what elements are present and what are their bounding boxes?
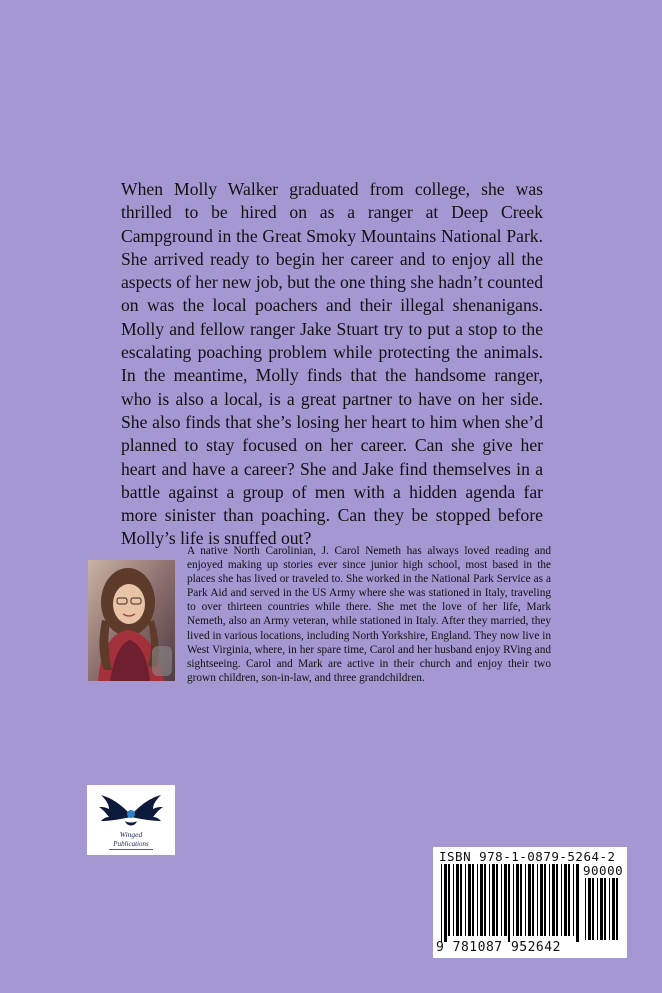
- logo-text-line1: Winged: [119, 830, 143, 839]
- ean-barcode-bars: [441, 864, 579, 942]
- logo-text-line2: Publications: [113, 840, 149, 848]
- addon-code: 90000: [583, 863, 624, 878]
- back-cover-blurb: When Molly Walker graduated from college, she was thrilled to be hired on as a ranger at Deep Creek Campground in the Great Smoky Mountains National Park. She arrived ready to begin her career and to enjoy all the aspects of her new job, but the one thing she hadn’t counted on was the local poachers and their illegal shenanigans. Molly and fellow ranger Jake Stuart try to put a stop to the escalating poaching problem while protecting the animals. In the meantime, Molly finds that the handsome ranger, who is also a local, is a great partner to have on her side. She also finds that she’s losing her heart to him when she’d planned to stay focused on her career. Can she give her heart and have a career? She and Jake find themselves in a battle against a group of men with a hidden agenda far more sinister than poaching. Can they be stopped before Molly’s life is snuffed out?: [121, 179, 543, 549]
- winged-logo-icon: [99, 795, 163, 826]
- author-photo: [88, 560, 175, 681]
- author-bio: A native North Carolinian, J. Carol Nemeth has always loved reading and enjoyed making up stories ever since junior high school, most based in the places she has lived or traveled to. She worked in the National Park Service as a Park Aid and served in the US Army where she was stationed in Italy, traveling to over thirteen countries while there. She met the love of her life, Mark Nemeth, also an Army veteran, while stationed in Italy. After they married, they lived in various locations, including North Yorkshire, England. They now live in West Virginia, where, in her spare time, Carol and her husband enjoy RVing and sightseeing. Carol and Mark are active in their church and enjoy their two grown children, son-in-law, and three grandchildren.: [187, 545, 551, 684]
- isbn-barcode: [433, 847, 627, 958]
- ean-digits: 9 781087 952642: [436, 940, 561, 955]
- publisher-logo: [87, 785, 175, 855]
- isbn-label: ISBN 978-1-0879-5264-2: [439, 849, 616, 864]
- addon-barcode-bars: [585, 878, 621, 940]
- logo-underline: [109, 849, 153, 850]
